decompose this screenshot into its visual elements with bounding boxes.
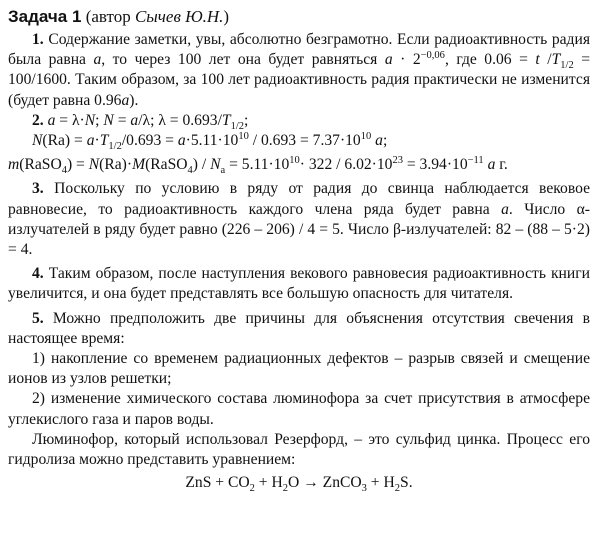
section-2-line-3: m(RaSO$_4$) = N(Ra)·M(RaSO$_4$) / $N_a = 5.11\cdot 10^{10}\cdot 322 / 6.02\cdot 10^{23} = 3.94\cdot 10^{-11}$ a г. [8, 155, 508, 177]
section-5-item-2: 2) изменение химического состава люминофора за счет присутствия в атмосфере углекислого газа и паров воды. [8, 390, 590, 428]
section-3-text: Поскольку по условию в ряду от радия до свинца наблюдается вековое равновесие, то радиоактивность каждого члена ряда будет равна [8, 180, 590, 218]
section-1-text: = 100/1600. Таким образом, за 100 лет радиоактивность радия практически не изменится (будет равна 0.96 [8, 51, 590, 109]
problem-label: Задача 1 [8, 7, 82, 26]
section-5-item-1: 1) накопление со временем радиационных дефектов – разрыв связей и смещение ионов из узлов решетки; [8, 350, 590, 388]
section-5-text: Можно предположить две причины для объяснения отсутствия свечения в настоящее время: [8, 309, 590, 347]
section-4 [8, 264, 590, 304]
author-name: Сычев Ю.Н. [134, 7, 224, 26]
var-a: a [93, 51, 102, 69]
section-3: 3. Поскольку по условию в ряду от радия до свинца наблюдается вековое равновесие, то радиоактивность каждого члена ряда будет равна a. Число α-излучателей в ряду будет равно (226 – 206) / 4 = 5. Число β-излучателей: 82 – (88 – 5·2) = 4. [8, 180, 590, 259]
section-1-text: , то через 100 лет она будет равняться [101, 51, 378, 69]
section-1-number: 1. [32, 31, 44, 48]
section-2-line-2: $N(Ra) = a\cdot T_{1/2}/0.693 = a\cdot 5.11\cdot 10^{10} / 0.693 = 7.37\cdot 10^{10}$ a; [32, 130, 388, 153]
section-2-number: 2. [32, 111, 44, 129]
section-4-text: Таким образом, после наступления векового равновесия радиоактивность книги увеличится, и она будет представлять все большую опасность для читателя. [8, 265, 590, 303]
author-prefix: (автор [85, 7, 135, 26]
author-suffix: ) [223, 7, 230, 26]
section-4-number: 4. [32, 265, 44, 283]
section-2-line-1: 2. a = λ·N; N = a/λ; $\lambda = 0.693/T_{1/2}$; [32, 111, 249, 132]
section-1-text: , где 0.06 = [444, 51, 536, 69]
section-3-number: 3. [32, 180, 44, 198]
problem-title [8, 6, 590, 28]
section-3-text: . Число α-излучателей в ряду будет равно (226 – 206) / 4 = 5. Число β-излучателей: 82 – (88 – 5·2) = 4. [8, 200, 590, 259]
section-5-number: 5. [32, 309, 44, 327]
section-1: 1. Содержание заметки, увы, абсолютно безграмотно. Если радиоактивность радия была равна a, то через 100 лет она будет равняться $a \cdot 2^{-0,06}$, где 0.06 = t $/T_{1/2} = 100/1600$. Таким образом, за 100 лет радиоактивность радия практически не изменится (будет равна 0.96a). [8, 31, 590, 109]
section-5 [8, 309, 590, 349]
section-5-paragraph: Люминофор, который использовал Резерфорд, – это сульфид цинка. Процесс его гидролиза можно представить уравнением: [8, 430, 590, 469]
decay-expression: $a \cdot 2^{-0,06}$ [384, 50, 445, 69]
section-1-text: Содержание заметки, увы, абсолютно безграмотно. Если радиоактивность радия была равна [8, 31, 590, 69]
hydrolysis-equation: ZnS + $CO_2 + H_2O$ → ZnCO$_3$ + $H_2S$. [185, 474, 413, 495]
